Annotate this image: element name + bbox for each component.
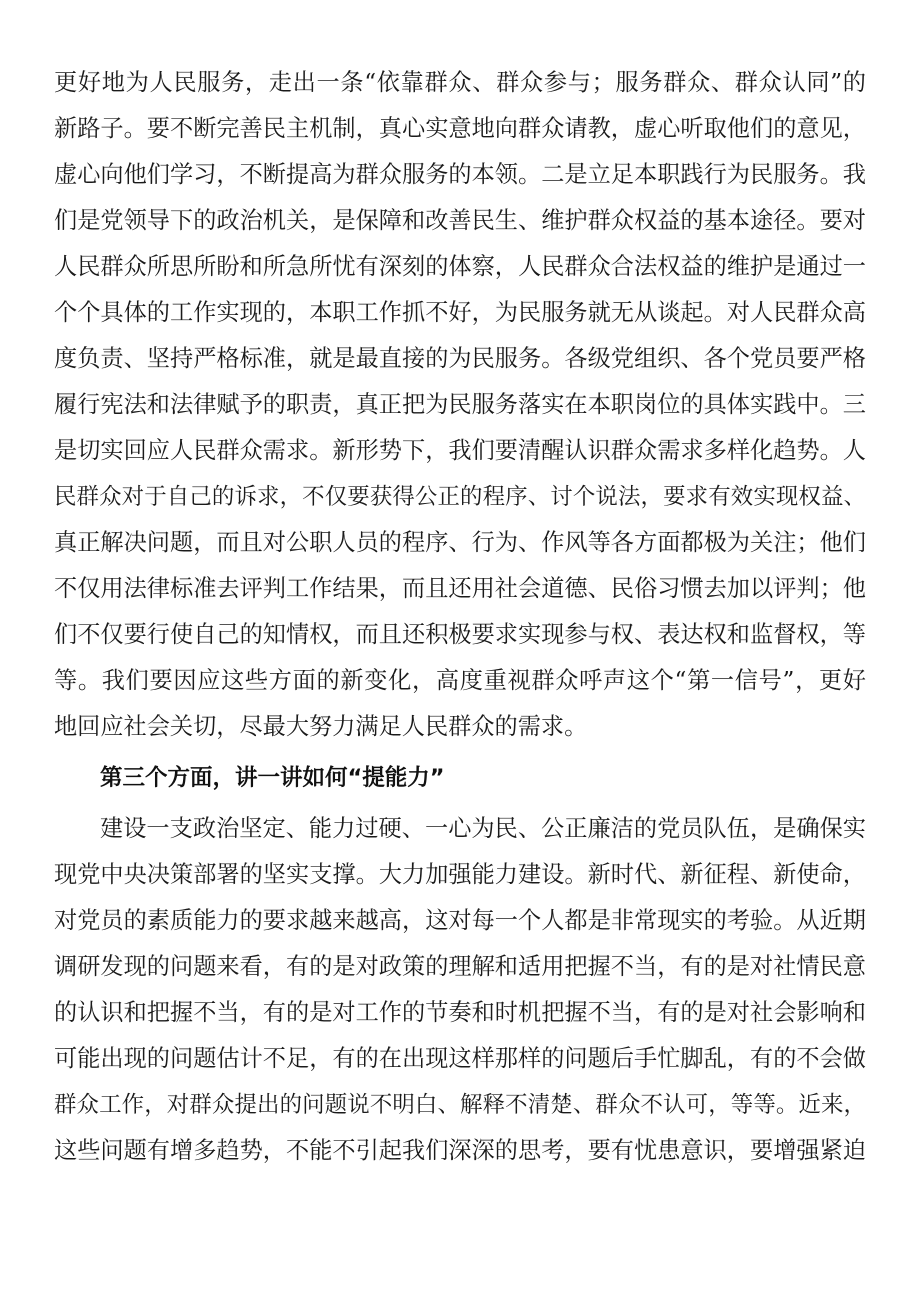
text-line: 的认识和把握不当，有的是对工作的节奏和时机把握不当，有的是对社会影响和 <box>54 999 866 1026</box>
text-line: 人民群众所思所盼和所急所忧有深刻的体察，人民群众合法权益的维护是通过一 <box>54 253 866 280</box>
text-line: 度负责、坚持严格标准，就是最直接的为民服务。各级党组织、各个党员要严格 <box>54 345 866 372</box>
text-line: 们是党领导下的政治机关，是保障和改善民生、维护群众权益的基本途径。要对 <box>54 207 866 234</box>
section-heading: 第三个方面，讲一讲如何“提能力” <box>100 765 445 791</box>
text-line: 更好地为人民服务，走出一条“依靠群众、群众参与；服务群众、群众认同”的 <box>54 69 866 96</box>
text-line: 真正解决问题，而且对公职人员的程序、行为、作风等各方面都极为关注；他们 <box>54 529 866 556</box>
text-line: 们不仅要行使自己的知情权，而且还积极要求实现参与权、表达权和监督权，等 <box>54 621 866 648</box>
text-line: 等。我们要因应这些方面的新变化，高度重视群众呼声这个“第一信号”，更好 <box>54 667 866 694</box>
text-line: 地回应社会关切，尽最大努力满足人民群众的需求。 <box>54 713 588 740</box>
text-line: 履行宪法和法律赋予的职责，真正把为民服务落实在本职岗位的具体实践中。三 <box>54 391 866 418</box>
text-line: 群众工作，对群众提出的问题说不明白、解释不清楚、群众不认可，等等。近来， <box>54 1092 866 1118</box>
text-line: 民群众对于自己的诉求，不仅要获得公正的程序、讨个说法，要求有效实现权益、 <box>54 484 866 510</box>
text-line: 建设一支政治坚定、能力过硬、一心为民、公正廉洁的党员队伍，是确保实 <box>100 815 866 842</box>
text-line: 个个具体的工作实现的，本职工作抓不好，为民服务就无从谈起。对人民群众高 <box>54 299 866 326</box>
text-line: 可能出现的问题估计不足，有的在出现这样那样的问题后手忙脚乱，有的不会做 <box>54 1045 866 1072</box>
text-line: 这些问题有增多趋势，不能不引起我们深深的思考，要有忧患意识，要增强紧迫 <box>54 1137 866 1164</box>
text-line: 现党中央决策部署的坚实支撑。大力加强能力建设。新时代、新征程、新使命， <box>54 861 866 888</box>
text-line: 不仅用法律标准去评判工作结果，而且还用社会道德、民俗习惯去加以评判；他 <box>54 575 866 602</box>
text-line: 是切实回应人民群众需求。新形势下，我们要清醒认识群众需求多样化趋势。人 <box>54 437 866 464</box>
text-line: 新路子。要不断完善民主机制，真心实意地向群众请教，虚心听取他们的意见， <box>54 115 866 142</box>
text-line: 虚心向他们学习，不断提高为群众服务的本领。二是立足本职践行为民服务。我 <box>54 161 866 188</box>
text-line: 调研发现的问题来看，有的是对政策的理解和适用把握不当，有的是对社情民意 <box>54 953 866 980</box>
text-line: 对党员的素质能力的要求越来越高，这对每一个人都是非常现实的考验。从近期 <box>54 907 866 934</box>
